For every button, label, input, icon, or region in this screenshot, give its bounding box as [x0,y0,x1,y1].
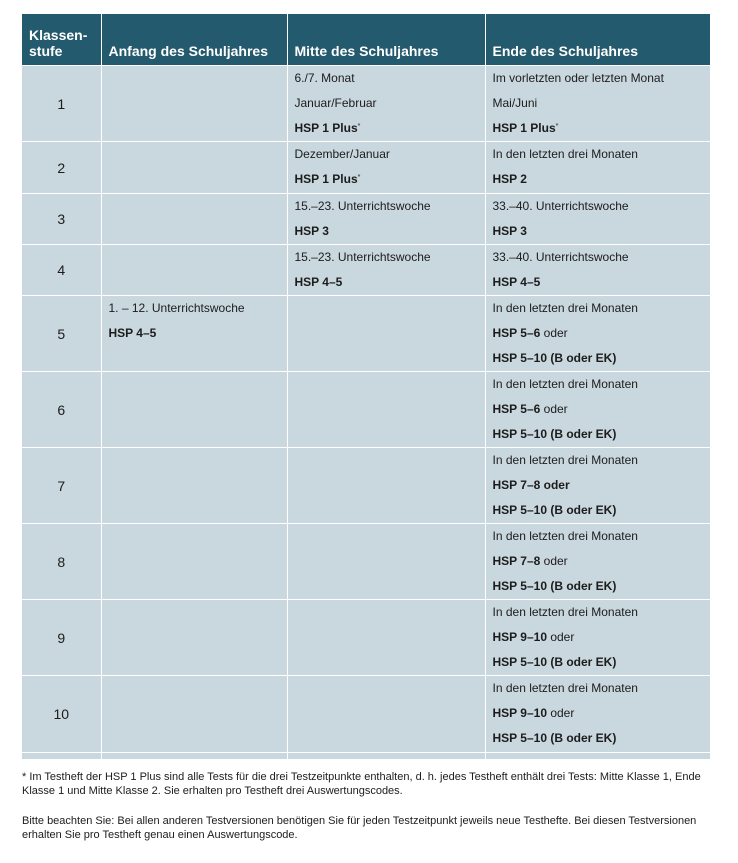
table-row [22,676,710,753]
mid-cell [287,600,485,676]
cell-line-text: In den letzten drei Monaten [492,681,638,695]
cell-line [295,116,478,141]
spacer-cell [22,753,101,760]
cell-line-text: HSP 5–10 (B oder EK) [492,655,617,669]
grade-cell: 4 [22,245,101,296]
table-row [22,142,710,194]
header-grade: Klassen- stufe [22,14,101,66]
footnote-marker: * [357,123,361,130]
table-row [22,448,710,524]
schedule-table-container [22,14,710,759]
cell-line-text: HSP 5–6 [492,402,541,416]
cell-line-text: 15.–23. Unterrichtswoche [294,199,431,213]
cell-line [493,574,704,599]
end-cell [485,296,710,372]
header-start-of-year: Anfang des Schuljahres [101,14,287,66]
cell-line-text: 33.–40. Unterrichtswoche [492,250,629,264]
cell-line-suffix: oder [540,402,568,416]
cell-line [493,726,704,751]
cell-line [493,116,704,141]
cell-line [493,194,704,219]
cell-line-text: HSP 5–10 (B oder EK) [492,427,617,441]
cell-line-text: HSP 3 [492,224,527,238]
mid-cell [287,194,485,245]
start-cell [101,448,287,524]
cell-line-text: HSP 1 Plus [294,121,358,135]
cell-line [493,524,704,549]
mid-cell [287,524,485,600]
cell-line-text: Januar/Februar [294,96,377,110]
table-row [22,372,710,448]
cell-line-suffix: oder [547,630,575,644]
cell-line [493,219,704,244]
grade-cell: 10 [22,676,101,753]
cell-line-text: HSP 5–6 [492,326,541,340]
cell-line [295,167,478,192]
cell-line-text: HSP 1 Plus [492,121,556,135]
start-cell [101,600,287,676]
cell-line [493,321,704,346]
cell-line [493,66,704,91]
cell-line-text: In den letzten drei Monaten [492,301,638,315]
cell-line-suffix: oder [540,554,568,568]
schedule-table [22,14,710,759]
cell-line [493,296,704,321]
mid-cell [287,142,485,194]
cell-line [493,397,704,422]
end-cell [485,194,710,245]
cell-line-text: HSP 5–10 (B oder EK) [492,731,617,745]
end-cell [485,66,710,142]
table-row [22,600,710,676]
cell-line [295,245,478,270]
table-header-row [22,14,710,66]
header-end-of-year: Ende des Schuljahres [485,14,710,66]
start-cell [101,194,287,245]
cell-line-text: In den letzten drei Monaten [492,377,638,391]
start-cell [101,142,287,194]
grade-cell: 2 [22,142,101,194]
footnote-other-versions: Bitte beachten Sie: Bei allen anderen Testversionen benötigen Sie für jeden Testzeitpunkt jeweils neue Testhefte. Bei diesen Testversionen erhalten Sie pro Testheft genau einen Auswertungscode. [22,815,697,841]
cell-line [295,142,478,167]
cell-line [295,91,478,116]
header-mid-of-year: Mitte des Schuljahres [287,14,485,66]
table-row [22,66,710,142]
spacer-cell [485,753,710,760]
cell-line-text: HSP 5–10 (B oder EK) [492,351,617,365]
cell-line [493,600,704,625]
cell-line-text: In den letzten drei Monaten [492,605,638,619]
cell-line-text: HSP 4–5 [108,326,157,340]
cell-line [493,245,704,270]
cell-line [493,346,704,371]
cell-line-text: HSP 9–10 [492,706,547,720]
end-cell [485,676,710,753]
grade-cell: 8 [22,524,101,600]
grade-cell: 7 [22,448,101,524]
cell-line [295,219,478,244]
table-spacer-row [22,753,710,760]
footnote-marker: * [357,174,361,181]
start-cell [101,676,287,753]
cell-line-text: Mai/Juni [492,96,538,110]
cell-line-text: 1. – 12. Unterrichtswoche [108,301,245,315]
grade-cell: 1 [22,66,101,142]
cell-line [493,167,704,192]
table-row [22,245,710,296]
cell-line [493,498,704,523]
cell-line-text: HSP 5–10 (B oder EK) [492,579,617,593]
end-cell [485,600,710,676]
cell-line [493,270,704,295]
mid-cell [287,66,485,142]
cell-line-text: HSP 3 [294,224,329,238]
cell-line [295,66,478,91]
cell-line-text: Im vorletzten oder letzten Monat [492,71,664,85]
cell-line [493,473,704,498]
grade-cell: 9 [22,600,101,676]
cell-line-text: HSP 7–8 [492,554,541,568]
cell-line [493,91,704,116]
cell-line [493,549,704,574]
cell-line-text: HSP 5–10 (B oder EK) [492,503,617,517]
mid-cell [287,676,485,753]
spacer-cell [101,753,287,760]
cell-line-text: HSP 4–5 [294,275,343,289]
end-cell [485,142,710,194]
cell-line [493,372,704,397]
cell-line [493,448,704,473]
cell-line [493,650,704,675]
table-row [22,296,710,372]
cell-line-text: In den letzten drei Monaten [492,147,638,161]
cell-line-text: Dezember/Januar [294,147,390,161]
mid-cell [287,372,485,448]
end-cell [485,524,710,600]
start-cell [101,296,287,372]
spacer-cell [287,753,485,760]
end-cell [485,245,710,296]
cell-line [493,422,704,447]
mid-cell [287,245,485,296]
cell-line [493,625,704,650]
mid-cell [287,448,485,524]
grade-cell: 6 [22,372,101,448]
cell-line-text: HSP 9–10 [492,630,547,644]
cell-line-text: HSP 7–8 oder [492,478,570,492]
start-cell [101,524,287,600]
cell-line-text: In den letzten drei Monaten [492,529,638,543]
cell-line [493,142,704,167]
cell-line [109,321,280,346]
cell-line-text: 15.–23. Unterrichtswoche [294,250,431,264]
end-cell [485,372,710,448]
cell-line [109,296,280,321]
footnote-marker: * [555,123,559,130]
cell-line [493,701,704,726]
cell-line [295,194,478,219]
table-body [22,66,710,760]
cell-line-text: 33.–40. Unterrichtswoche [492,199,629,213]
start-cell [101,245,287,296]
start-cell [101,66,287,142]
footnote-hsp1plus: * Im Testheft der HSP 1 Plus sind alle Tests für die drei Testzeitpunkte enthalten, d. h. jedes Testheft enthält drei Tests: Mitte Klasse 1, Ende Klasse 1 und Mitte Klasse 2. Sie erhalten pro Testheft drei Auswertungscodes. [22,771,701,797]
cell-line-text: HSP 4–5 [492,275,541,289]
cell-line-suffix: oder [540,326,568,340]
cell-line [493,676,704,701]
mid-cell [287,296,485,372]
cell-line-text: HSP 2 [492,172,527,186]
table-row [22,194,710,245]
cell-line-text: HSP 1 Plus [294,172,358,186]
grade-cell: 3 [22,194,101,245]
start-cell [101,372,287,448]
cell-line-suffix: oder [547,706,575,720]
cell-line-text: 6./7. Monat [294,71,355,85]
cell-line-text: In den letzten drei Monaten [492,453,638,467]
grade-cell: 5 [22,296,101,372]
footnotes [22,770,722,858]
end-cell [485,448,710,524]
table-row [22,524,710,600]
cell-line [295,270,478,295]
